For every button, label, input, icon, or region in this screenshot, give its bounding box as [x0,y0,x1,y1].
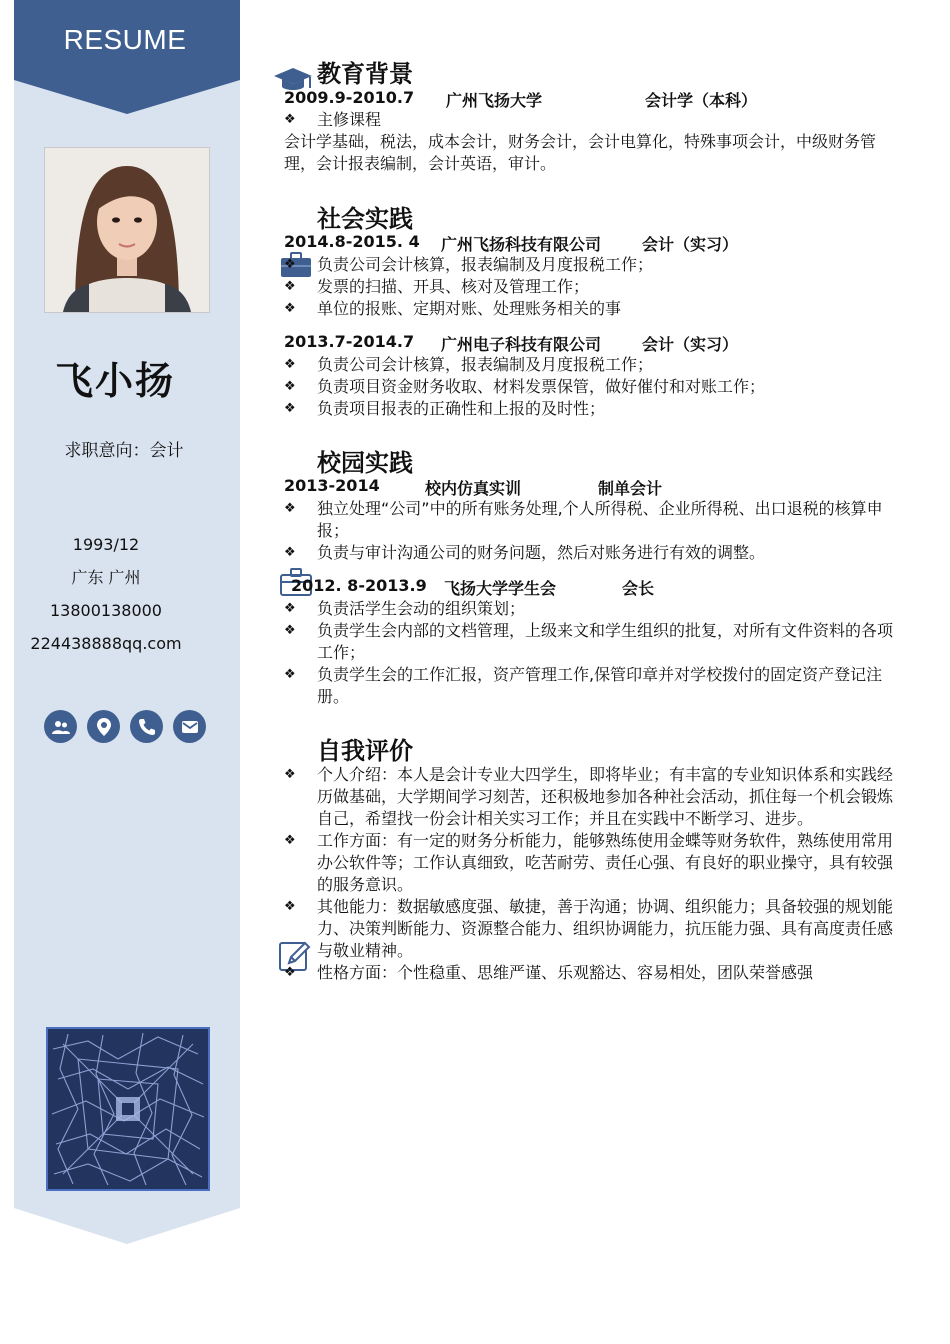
location-pin-icon [87,710,120,743]
people-icon [44,710,77,743]
social-job-2-company: 广州电子科技有限公司 [441,335,602,354]
candidate-name: 飞小扬 [54,359,175,403]
education-title: 教育背景 [317,60,413,88]
list-item: ❖ 负责公司会计核算，报表编制及月度报税工作； [284,354,894,376]
list-item: ❖ 个人介绍：本人是会计专业大四学生，即将毕业；有丰富的专业知识体系和实践经历做基础，大学期间学习刻苦，还积极地参加各种社会活动，抓住每一个机会锻炼自己，希望找一份会计相关实习工作；并且在实践中不断学习、进步。 [284,764,894,830]
campus-job-1-role: 制单会计 [598,479,663,498]
education-details [284,109,894,175]
profile-photo [44,147,210,313]
self-title: 自我评价 [317,737,413,765]
campus-job-2-role: 会长 [622,579,655,598]
education-period: 2009.9-2010.7 [284,88,415,107]
job-intent: 求职意向：会计 [64,441,184,461]
education-school: 广州飞扬大学 [446,91,543,110]
phone-number: 13800138000 [50,601,162,620]
list-item: ❖ 负责学生会内部的文档管理，上级来文和学生组织的批复，对所有文件资料的各项工作； [284,620,894,664]
list-item: ❖ 独立处理“公司”中的所有账务处理,个人所得税、企业所得税、出口退税的核算申报； [284,498,894,542]
social-job-1-company: 广州飞扬科技有限公司 [441,235,602,254]
list-item: ❖ 主修课程 [284,109,894,131]
campus-job-1-items [284,498,894,564]
list-item: ❖ 负责活学生会动的组织策划； [284,598,894,620]
campus-job-1-period: 2013-2014 [284,476,380,495]
resume-title: RESUME [63,24,187,55]
list-item: ❖ 负责学生会的工作汇报，资产管理工作,保管印章并对学校拨付的固定资产登记注册。 [284,664,894,708]
self-items [284,764,894,984]
list-item: ❖ 其他能力：数据敏感度强、敏捷，善于沟通；协调、组织能力；具备较强的规划能力、决策判断能力、资源整合能力、组织协调能力，抗压能力强、具有高度责任感与敬业精神。 [284,896,894,962]
list-item: ❖ 负责公司会计核算，报表编制及月度报税工作； [284,254,894,276]
list-item: ❖ 负责项目报表的正确性和上报的及时性； [284,398,894,420]
education-major: 会计学（本科） [645,91,758,110]
list-item: ❖ 性格方面：个性稳重、思维严谨、乐观豁达、容易相处，团队荣誉感强 [284,962,894,984]
social-job-1-role: 会计（实习） [642,235,739,254]
social-job-2-items [284,354,894,420]
mail-icon [173,710,206,743]
social-title: 社会实践 [317,205,413,233]
list-item: ❖ 负责与审计沟通公司的财务问题，然后对账务进行有效的调整。 [284,542,894,564]
campus-job-2-period: 2012. 8-2013.9 [291,576,427,595]
campus-job-2-company: 飞扬大学学生会 [444,579,557,598]
birth-date: 1993/12 [72,535,140,554]
location: 广东 广州 [71,568,141,587]
campus-job-1-company: 校内仿真实训 [425,479,522,498]
course-list: 会计学基础，税法，成本会计，财务会计，会计电算化，特殊事项会计，中级财务管理，会计报表编制，会计英语，审计。 [284,132,877,173]
social-job-2-period: 2013.7-2014.7 [284,332,415,351]
email-address: 224438888qq.com [30,634,182,653]
list-item: ❖ 单位的报账、定期对账、处理账务相关的事 [284,298,894,320]
social-job-1-period: 2014.8-2015. 4 [284,232,420,251]
social-job-2-role: 会计（实习） [642,335,739,354]
contact-icons [44,710,206,746]
qr-code-image [46,1027,210,1191]
campus-job-2-items [284,598,894,708]
campus-title: 校园实践 [317,449,413,477]
contact-info [14,528,198,660]
list-item: ❖ 工作方面：有一定的财务分析能力，能够熟练使用金蝶等财务软件，熟练使用常用办公软件等；工作认真细致，吃苦耐劳、责任心强、有良好的职业操守，具有较强的服务意识。 [284,830,894,896]
social-job-1-items [284,254,894,320]
list-item: ❖ 发票的扫描、开具、核对及管理工作； [284,276,894,298]
phone-icon [130,710,163,743]
list-item: ❖ 负责项目资金财务收取、材料发票保管，做好催付和对账工作； [284,376,894,398]
